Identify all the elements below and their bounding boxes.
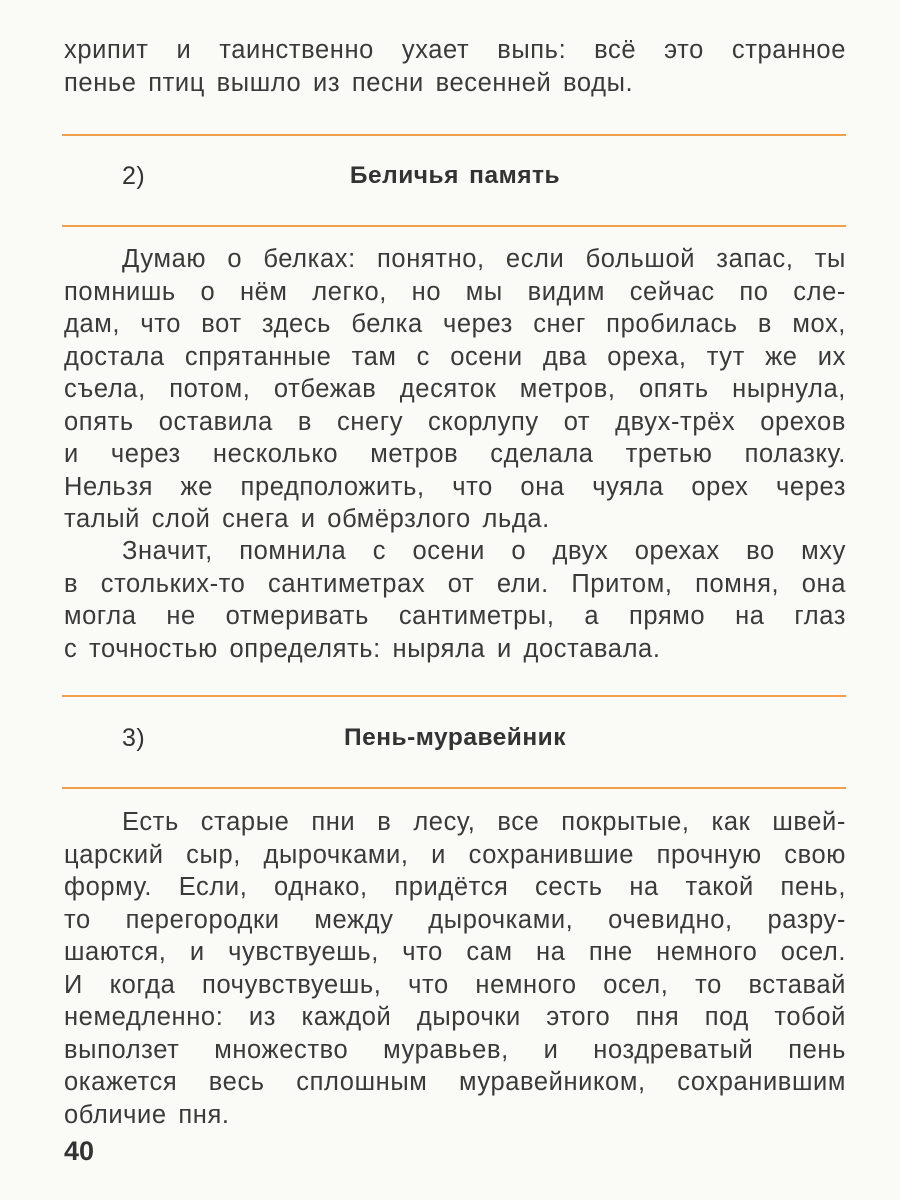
text-line: съела, потом, отбежав десяток метров, опять нырнула, (64, 375, 846, 403)
text-line: Нельзя же предположить, что она чуяла орех через (64, 472, 846, 501)
text-line: форму. Если, однако, придётся сесть на такой пень, (64, 873, 846, 901)
text-line: Значит, помнила с осени о двух орехах во мху (122, 537, 846, 565)
text-line: опять оставила в снегу скорлупу от двух-трёх орехов (64, 407, 846, 436)
section-title: Пень-муравейник (344, 724, 566, 751)
text-line: выползет множество муравьев, и ноздреватый пень (64, 1035, 846, 1064)
text-line: хрипит и таинственно ухает выпь: всё это странное (64, 36, 846, 64)
section-paragraph (64, 243, 846, 536)
text-line: с точностью определять: ныряла и доставала. (64, 634, 661, 663)
text-line: шаются, и чувствуешь, что сам на пне немного осел. (64, 938, 846, 966)
text-line: в стольких-то сантиметрах от ели. Притом, помня, она (64, 569, 846, 598)
section-paragraph (64, 535, 846, 665)
section-divider (62, 134, 846, 136)
section-paragraph (64, 806, 846, 1131)
text-line: помнишь о нём легко, но мы видим сейчас по сле- (64, 277, 846, 306)
text-line: Есть старые пни в лесу, все покрытые, как швей- (122, 808, 846, 836)
page-number: 40 (64, 1136, 95, 1166)
text-line: царский сыр, дырочками, и сохранившие прочную свою (64, 840, 846, 869)
section-number: 2) (122, 162, 146, 190)
text-line: окажется весь сплошным муравейником, сохранившим (64, 1068, 846, 1096)
section-divider (62, 225, 846, 227)
text-line: И когда почувствуешь, что немного осел, то вставай (64, 970, 846, 999)
text-line: дам, что вот здесь белка через снег пробилась в мох, (64, 310, 846, 338)
text-line: немедленно: из каждой дырочки этого пня под тобой (64, 1003, 846, 1031)
text-line: и через несколько метров сделала третью полазку. (64, 440, 846, 468)
text-line: могла не отмеривать сантиметры, а прямо на глаз (64, 602, 846, 630)
intro-paragraph (64, 34, 846, 99)
text-line: обличие пня. (64, 1100, 230, 1129)
text-line: пенье птиц вышло из песни весенней воды. (64, 68, 634, 97)
section-number: 3) (122, 724, 146, 752)
section-divider (62, 787, 846, 789)
text-line: Думаю о белках: понятно, если большой запас, ты (122, 245, 846, 273)
section-title: Беличья память (349, 162, 561, 189)
text-line: то перегородки между дырочками, очевидно, разру- (64, 905, 846, 934)
text-line: талый слой снега и обмёрзлого льда. (64, 505, 550, 533)
text-line: достала спрятанные там с осени два ореха, тут же их (64, 342, 846, 371)
section-divider (62, 695, 846, 697)
